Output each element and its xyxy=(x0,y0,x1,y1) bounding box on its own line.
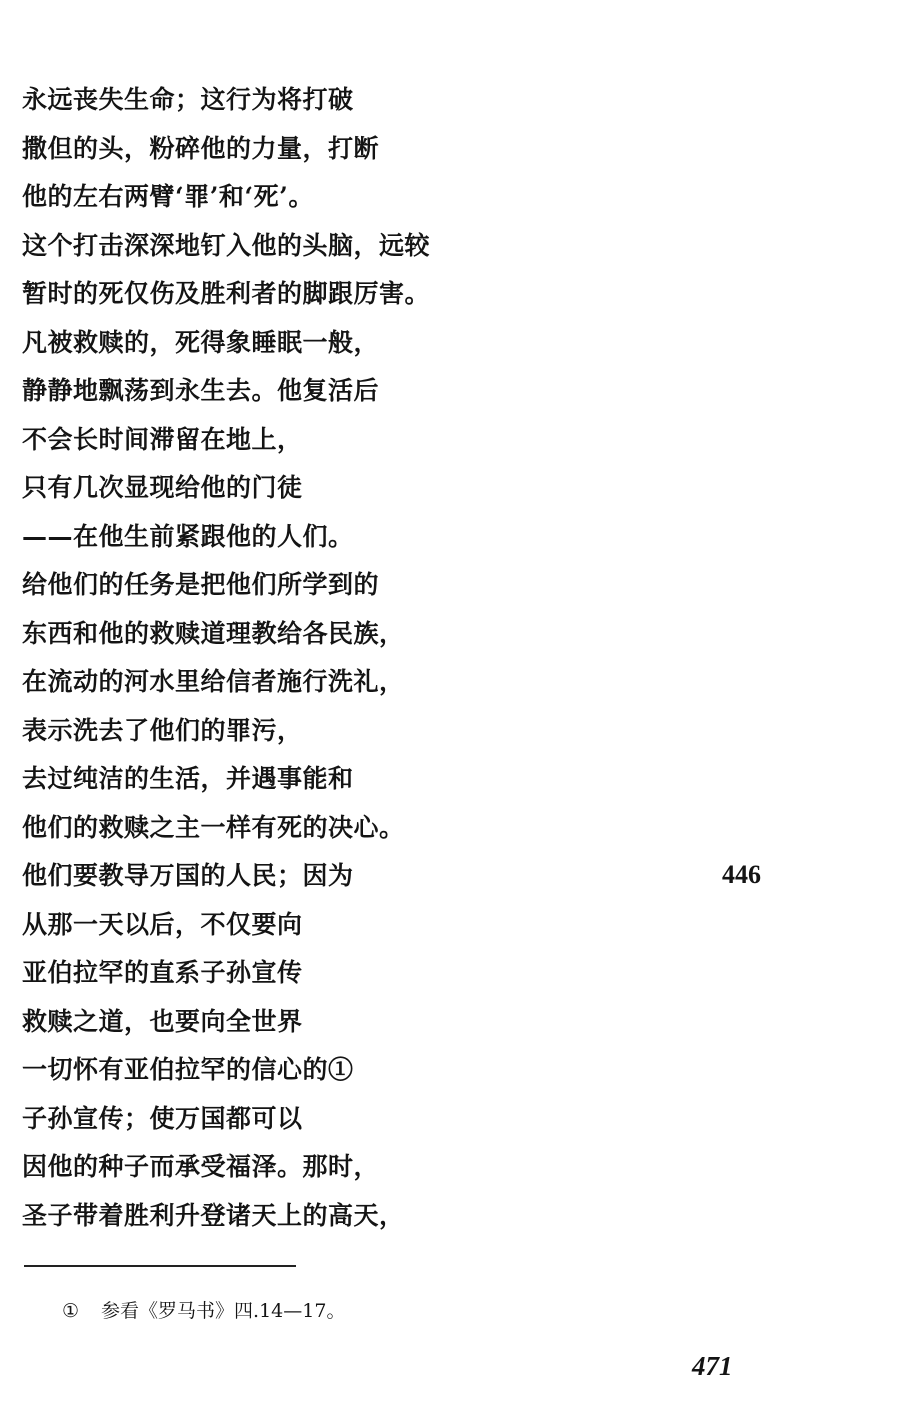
poem-line: 子孙宣传；使万国都可以 xyxy=(22,1103,303,1133)
footnote-mark: ① xyxy=(62,1300,80,1322)
poem-line: 给他们的任务是把他们所学到的 xyxy=(22,570,380,599)
poem-line: 永远丧失生命；这行为将打破 xyxy=(22,85,354,114)
poem-text xyxy=(22,76,430,1240)
poem-line: 去过纯洁的生活，并遇事能和 xyxy=(22,764,354,793)
poem-line: 这个打击深深地钉入他的头脑，远较 xyxy=(22,230,431,260)
page-number: 471 xyxy=(692,1351,733,1381)
poem-line: 亚伯拉罕的直系子孙宣传 xyxy=(22,958,303,987)
poem-line: 他的左右两臂‘罪’和‘死’。 xyxy=(22,182,314,211)
poem-line: 撒但的头，粉碎他的力量，打断 xyxy=(22,133,380,163)
line-number: 446 xyxy=(722,860,761,889)
poem-line: 在流动的河水里给信者施行洗礼， xyxy=(22,667,405,696)
poem-line: 他们要教导万国的人民；因为 xyxy=(22,861,354,890)
poem-line: 表示洗去了他们的罪污， xyxy=(22,715,303,745)
poem-line: 从那一天以后，不仅要向 xyxy=(22,909,303,939)
poem-line: 暂时的死仅伤及胜利者的脚跟厉害。 xyxy=(22,279,431,308)
footnote-divider xyxy=(24,1265,296,1267)
poem-line: 圣子带着胜利升登诸天上的高天， xyxy=(22,1200,405,1230)
poem-line: ——在他生前紧跟他的人们。 xyxy=(22,521,354,551)
footnote-text: 参看《罗马书》四.14—17。 xyxy=(101,1300,346,1322)
poem-line: 只有几次显现给他的门徒 xyxy=(22,473,303,502)
poem-line: 静静地飘荡到永生去。他复活后 xyxy=(22,376,380,405)
poem-line: 他们的救赎之主一样有死的决心。 xyxy=(22,812,405,842)
poem-line: 救赎之道，也要向全世界 xyxy=(22,1006,303,1036)
footnote xyxy=(62,1296,345,1326)
poem-line: 因他的种子而承受福泽。那时， xyxy=(22,1152,380,1181)
poem-line: 不会长时间滞留在地上， xyxy=(22,424,303,454)
poem-line: 凡被救赎的，死得象睡眠一般， xyxy=(22,327,380,357)
poem-line: 东西和他的救赎道理教给各民族， xyxy=(22,618,405,648)
poem-line: 一切怀有亚伯拉罕的信心的① xyxy=(22,1055,354,1084)
